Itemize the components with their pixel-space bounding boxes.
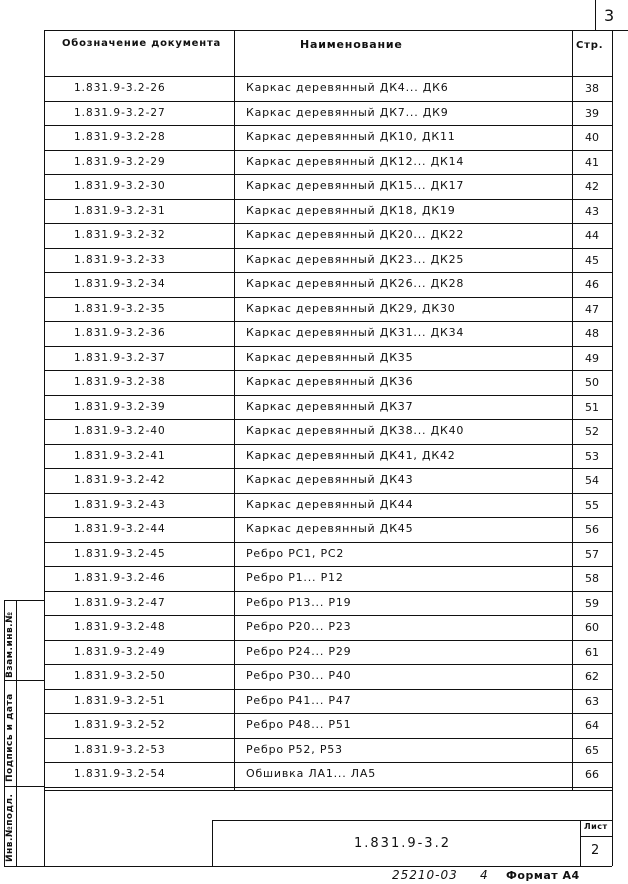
row-divider [44, 738, 612, 739]
row-document-code: 1.831.9-3.2-53 [74, 743, 166, 756]
row-divider [44, 517, 612, 518]
row-divider [44, 321, 612, 322]
header-name: Наименование [300, 38, 403, 51]
row-item-name: Ребро Р1... Р12 [246, 571, 344, 584]
row-divider [44, 125, 612, 126]
sheet-corner-number: 3 [604, 6, 615, 25]
row-page-number: 45 [585, 253, 599, 267]
header-page: Стр. [576, 40, 604, 51]
title-block-top [212, 820, 612, 821]
row-document-code: 1.831.9-3.2-48 [74, 621, 166, 633]
row-document-code: 1.831.9-3.2-54 [74, 768, 166, 780]
row-divider [44, 297, 612, 298]
row-page-number: 56 [585, 523, 599, 536]
header-divider [44, 76, 612, 77]
row-page-number: 40 [585, 131, 599, 144]
stamp-replace-inv: Взам.инв.№ [5, 611, 15, 678]
row-item-name: Каркас деревянный ДК31... ДК34 [246, 326, 465, 339]
row-item-name: Ребро Р24... Р29 [246, 644, 352, 658]
row-document-code: 1.831.9-3.2-51 [74, 694, 166, 707]
row-divider [44, 713, 612, 714]
row-page-number: 51 [585, 400, 599, 414]
row-divider [44, 370, 612, 371]
row-document-code: 1.831.9-3.2-29 [74, 155, 166, 168]
title-block-sheet-line [580, 836, 612, 837]
row-page-number: 43 [585, 204, 599, 218]
row-item-name: Обшивка ЛА1... ЛА5 [246, 767, 376, 780]
stamp-divider-2 [4, 786, 44, 787]
table-bottom-line [44, 790, 612, 791]
row-page-number: 66 [585, 768, 599, 781]
row-document-code: 1.831.9-3.2-44 [74, 523, 166, 535]
row-document-code: 1.831.9-3.2-43 [74, 498, 166, 511]
row-item-name: Каркас деревянный ДК44 [246, 497, 414, 511]
row-page-number: 38 [585, 82, 599, 95]
row-divider [44, 395, 612, 396]
row-item-name: Каркас деревянный ДК38... ДК40 [246, 424, 465, 437]
row-page-number: 57 [585, 547, 599, 561]
row-document-code: 1.831.9-3.2-36 [74, 327, 166, 339]
row-document-code: 1.831.9-3.2-26 [74, 82, 166, 94]
row-document-code: 1.831.9-3.2-30 [74, 180, 166, 192]
row-item-name: Каркас деревянный ДК36 [246, 375, 414, 388]
row-page-number: 63 [585, 694, 599, 708]
row-document-code: 1.831.9-3.2-37 [74, 351, 166, 364]
title-block-document-code: 1.831.9-3.2 [354, 836, 451, 851]
row-item-name: Каркас деревянный ДК7... ДК9 [246, 105, 449, 119]
row-page-number: 59 [585, 596, 599, 610]
stamp-signature-date: Подпись и дата [5, 693, 15, 782]
title-block-sheet-divider [580, 820, 581, 866]
row-document-code: 1.831.9-3.2-28 [74, 131, 166, 143]
stamp-divider-1 [4, 680, 44, 681]
row-item-name: Ребро Р20... Р23 [246, 620, 352, 633]
row-item-name: Ребро РС1, РС2 [246, 546, 345, 560]
stamp-top [4, 600, 44, 601]
row-divider [44, 444, 612, 445]
row-item-name: Каркас деревянный ДК45 [246, 522, 414, 535]
header-code: Обозначение документа [62, 38, 222, 49]
row-divider [44, 664, 612, 665]
row-item-name: Ребро Р48... Р51 [246, 718, 352, 731]
row-document-code: 1.831.9-3.2-32 [74, 229, 166, 241]
row-divider [44, 640, 612, 641]
row-item-name: Каркас деревянный ДК26... ДК28 [246, 277, 465, 290]
row-document-code: 1.831.9-3.2-34 [74, 278, 166, 290]
row-page-number: 55 [585, 498, 599, 512]
row-page-number: 47 [585, 302, 599, 316]
row-divider [44, 762, 612, 763]
row-page-number: 52 [585, 425, 599, 438]
row-item-name: Каркас деревянный ДК37 [246, 399, 414, 413]
row-item-name: Каркас деревянный ДК4... ДК6 [246, 81, 449, 94]
row-divider [44, 542, 612, 543]
footer-format: Формат А4 [506, 869, 580, 882]
row-item-name: Каркас деревянный ДК18, ДК19 [246, 203, 456, 217]
row-item-name: Каркас деревянный ДК15... ДК17 [246, 179, 465, 192]
row-divider [44, 689, 612, 690]
title-block-sheet-number: 2 [591, 843, 600, 858]
row-page-number: 54 [585, 474, 599, 487]
row-divider [44, 346, 612, 347]
row-item-name: Ребро Р30... Р40 [246, 669, 352, 682]
row-item-name: Каркас деревянный ДК23... ДК25 [246, 252, 465, 266]
row-document-code: 1.831.9-3.2-46 [74, 572, 166, 584]
frame-top [44, 30, 612, 31]
row-item-name: Каркас деревянный ДК43 [246, 473, 414, 486]
row-divider [44, 272, 612, 273]
row-page-number: 58 [585, 572, 599, 585]
row-divider [44, 493, 612, 494]
row-item-name: Каркас деревянный ДК35 [246, 350, 414, 364]
row-page-number: 53 [585, 449, 599, 463]
row-page-number: 60 [585, 621, 599, 634]
row-page-number: 42 [585, 180, 599, 193]
row-document-code: 1.831.9-3.2-42 [74, 474, 166, 486]
row-page-number: 44 [585, 229, 599, 242]
row-page-number: 65 [585, 743, 599, 757]
row-page-number: 62 [585, 670, 599, 683]
row-divider [44, 199, 612, 200]
row-item-name: Каркас деревянный ДК29, ДК30 [246, 301, 456, 315]
row-divider [44, 566, 612, 567]
row-document-code: 1.831.9-3.2-38 [74, 376, 166, 388]
row-document-code: 1.831.9-3.2-41 [74, 449, 166, 462]
row-document-code: 1.831.9-3.2-49 [74, 645, 166, 658]
row-page-number: 50 [585, 376, 599, 389]
title-block-sheet-label: Лист [584, 822, 608, 831]
row-item-name: Каркас деревянный ДК12... ДК14 [246, 154, 465, 168]
stamp-inv-original: Инв.№подл. [5, 793, 15, 862]
row-document-code: 1.831.9-3.2-40 [74, 425, 166, 437]
row-divider [44, 419, 612, 420]
row-document-code: 1.831.9-3.2-52 [74, 719, 166, 731]
row-item-name: Каркас деревянный ДК20... ДК22 [246, 228, 465, 241]
footer-archive-number: 25210-03 [392, 868, 458, 882]
row-divider [44, 101, 612, 102]
frame-left [44, 30, 45, 866]
row-item-name: Ребро Р13... Р19 [246, 595, 352, 609]
col-divider-1 [234, 30, 235, 790]
row-divider [44, 150, 612, 151]
row-divider [44, 468, 612, 469]
row-page-number: 64 [585, 719, 599, 732]
row-page-number: 48 [585, 327, 599, 340]
row-document-code: 1.831.9-3.2-27 [74, 106, 166, 119]
row-divider [44, 174, 612, 175]
title-block-left [212, 820, 213, 866]
row-page-number: 49 [585, 351, 599, 365]
row-item-name: Ребро Р41... Р47 [246, 693, 352, 707]
footer-copy-number: 4 [480, 868, 489, 882]
stamp-inner [16, 600, 17, 866]
frame-right [612, 30, 613, 866]
row-divider [44, 248, 612, 249]
row-item-name: Каркас деревянный ДК10, ДК11 [246, 130, 456, 143]
row-page-number: 39 [585, 106, 599, 120]
row-item-name: Каркас деревянный ДК41, ДК42 [246, 448, 456, 462]
row-divider [44, 615, 612, 616]
row-document-code: 1.831.9-3.2-45 [74, 547, 166, 560]
row-document-code: 1.831.9-3.2-47 [74, 596, 166, 609]
row-document-code: 1.831.9-3.2-39 [74, 400, 166, 413]
row-document-code: 1.831.9-3.2-33 [74, 253, 166, 266]
frame-bottom [4, 866, 612, 867]
row-page-number: 61 [585, 645, 599, 659]
corner-box-left [595, 0, 596, 30]
row-divider [44, 591, 612, 592]
row-page-number: 41 [585, 155, 599, 169]
row-divider [44, 223, 612, 224]
row-divider [44, 787, 612, 788]
row-document-code: 1.831.9-3.2-35 [74, 302, 166, 315]
row-page-number: 46 [585, 278, 599, 291]
row-item-name: Ребро Р52, Р53 [246, 742, 343, 756]
row-document-code: 1.831.9-3.2-31 [74, 204, 166, 217]
row-document-code: 1.831.9-3.2-50 [74, 670, 166, 682]
